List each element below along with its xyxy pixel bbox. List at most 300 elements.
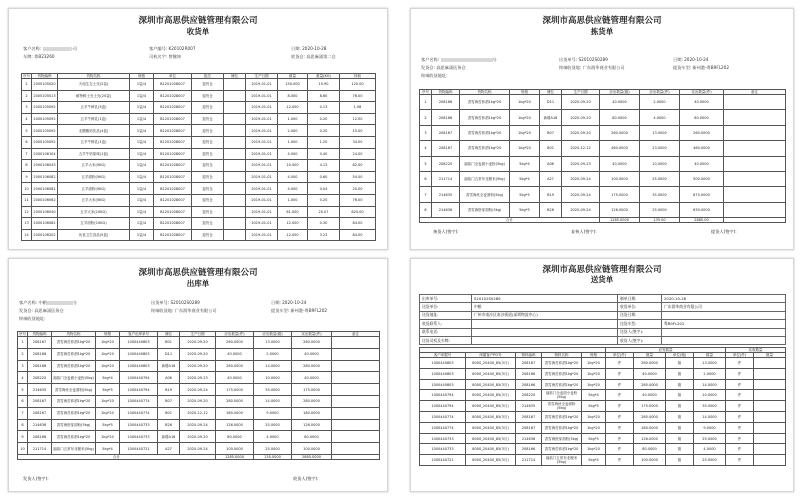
- table-cell: 件: [606, 433, 634, 444]
- table-cell: [224, 125, 246, 137]
- table-cell: 8.000: [278, 90, 308, 102]
- picking-dest: 终端收货地: 广东润华商业有限公司: [559, 65, 625, 70]
- table-cell: 2020-09-24: [562, 187, 600, 202]
- table-cell: 15.90: [308, 79, 340, 91]
- table-cell: 无糖酸奶饮品(4盒): [58, 125, 130, 137]
- table-cell: 香雪海丝全麦面粉(5kg): [542, 401, 582, 412]
- delivery-group-header: 应发数量: [606, 348, 726, 353]
- table-cell: [224, 218, 246, 230]
- picking-date: 日期: 2020-10-24: [673, 57, 709, 62]
- table-cell: [224, 171, 246, 183]
- table-cell: 126.0000: [292, 419, 332, 431]
- table-cell: 1kg*20: [582, 444, 606, 455]
- column-header: 单位(件): [606, 353, 634, 358]
- table-cell: [224, 79, 246, 91]
- table-cell: 5kg*4: [510, 156, 540, 171]
- table-row: [18, 360, 380, 372]
- table-row: [22, 79, 376, 91]
- table-cell: 208167: [28, 396, 52, 408]
- info-cell: 出库单号:: [420, 295, 472, 303]
- table-row: [18, 419, 380, 431]
- outbound-order: 出货单号: S20102S0289: [151, 300, 200, 305]
- info-cell: 送货单位:: [420, 303, 472, 311]
- table-cell: 1.20: [308, 136, 340, 148]
- total-cell: 135.0000: [254, 454, 292, 459]
- table-cell: 香雪海苦荞酒1kg*20: [460, 125, 510, 140]
- table-cell: 3: [22, 102, 32, 114]
- table-cell: 件: [606, 390, 634, 401]
- table-cell: 40.0000: [600, 156, 640, 171]
- table-cell: 2: [420, 110, 432, 125]
- table-cell: 1000440794: [420, 401, 466, 412]
- table-cell: 214635: [516, 401, 542, 412]
- info-cell: [662, 311, 786, 319]
- table-cell: [224, 148, 246, 160]
- table-cell: B01: [158, 337, 180, 349]
- table-cell: 208167: [432, 125, 460, 140]
- table-cell: 2020-09-20: [180, 360, 216, 372]
- table-cell: 件: [726, 433, 754, 444]
- table-cell: 80.0000: [634, 444, 666, 455]
- outbound-title: 出库单: [186, 279, 210, 288]
- column-header: 货物编码: [32, 74, 58, 79]
- table-cell: 2019-01-01: [246, 218, 278, 230]
- column-header: 数量: [634, 353, 666, 358]
- table-cell: 1000440774: [420, 422, 466, 433]
- table-cell: 208167: [28, 407, 52, 419]
- table-cell: 件: [606, 401, 634, 412]
- table-cell: 1000440774: [420, 412, 466, 423]
- table-cell: 2019-01-01: [246, 160, 278, 172]
- outbound-sig-shipper: 发货人(签字):: [23, 476, 49, 481]
- table-cell: 4.13: [308, 160, 340, 172]
- table-cell: 10.0000: [254, 372, 292, 384]
- table-cell: 件: [726, 422, 754, 433]
- table-cell: 香雪海苦荞酒1kg*20: [52, 396, 96, 408]
- table-cell: 208166: [28, 431, 52, 443]
- table-cell: 12.000: [278, 229, 308, 241]
- table-cell: 9.0000: [694, 422, 726, 433]
- table-row: [22, 171, 376, 183]
- table-cell: B1201028007: [154, 194, 192, 206]
- info-cell: 联系电话:: [420, 328, 472, 336]
- table-cell: 五羊面粉(10KG): [58, 218, 130, 230]
- table-cell: B1201028007: [154, 113, 192, 125]
- table-cell: 7: [420, 187, 432, 202]
- table-cell: B01: [540, 141, 562, 156]
- table-cell: 8000_20400_85(3月): [466, 368, 516, 379]
- table-cell: 5kg*5: [510, 202, 540, 217]
- table-cell: 香雪海胚芽面粉(5kg): [542, 433, 582, 444]
- table-cell: 10.000: [278, 160, 308, 172]
- table-cell: 280.0000: [216, 396, 254, 408]
- picking-pickup: 提货车型: 新州港-粤B9FL202: [673, 65, 730, 70]
- table-cell: 180.0000: [292, 407, 332, 419]
- table-cell: 8000_20400_85(3月): [466, 433, 516, 444]
- receipt-document: [8, 8, 388, 250]
- table-cell: [332, 431, 380, 443]
- table-cell: 208167: [432, 141, 460, 156]
- table-cell: 5: [420, 156, 432, 171]
- column-header: 货物名称: [58, 74, 130, 79]
- table-cell: 0.04: [308, 183, 340, 195]
- table-cell: 5kg*5: [582, 401, 606, 412]
- table-cell: 新增A16: [158, 360, 180, 372]
- table-cell: 5: [18, 384, 28, 396]
- table-cell: 香雪海苦荞酒1kg*20: [542, 368, 582, 379]
- table-cell: 天南生态土壳(2袋): [58, 79, 130, 91]
- table-cell: [332, 396, 380, 408]
- table-cell: 1袋/4: [130, 102, 154, 114]
- table-cell: 箱: [666, 401, 694, 412]
- table-cell: 2000105092: [32, 102, 58, 114]
- table-cell: 2019-01-01: [246, 206, 278, 218]
- table-cell: 0.20: [308, 113, 340, 125]
- table-row: [420, 433, 786, 444]
- redacted-block: [441, 58, 467, 62]
- info-row: [420, 320, 786, 328]
- table-cell: [754, 412, 786, 423]
- table-cell: 40.0000: [634, 390, 666, 401]
- table-cell: 2000106043: [32, 160, 58, 172]
- table-cell: 5kg*4: [510, 171, 540, 186]
- table-cell: 2019-01-01: [246, 113, 278, 125]
- table-cell: [332, 360, 380, 372]
- table-cell: 件: [726, 358, 754, 369]
- table-cell: 4: [420, 141, 432, 156]
- table-cell: 2020-09-20: [180, 348, 216, 360]
- receipt-warehouse: 收货仓: 高思麻涌第二仓: [291, 54, 336, 59]
- column-header: 数量: [754, 353, 786, 358]
- table-cell: 1.000: [278, 136, 308, 148]
- table-cell: 10.0000: [694, 390, 726, 401]
- table-cell: 180.0000: [216, 407, 254, 419]
- table-cell: 退货仓: [192, 171, 224, 183]
- table-cell: B1201028007: [154, 160, 192, 172]
- table-cell: 180.0000: [634, 422, 666, 433]
- table-cell: 8.60: [308, 90, 340, 102]
- table-cell: 260.0000: [600, 125, 640, 140]
- table-cell: 2019-01-01: [246, 90, 278, 102]
- table-cell: 五羊面粉(5KG): [58, 171, 130, 183]
- table-cell: 1kg*20: [582, 379, 606, 390]
- table-row: [22, 113, 376, 125]
- table-cell: 耐特鲜土壳土壳(20袋): [58, 90, 130, 102]
- table-cell: 2: [18, 348, 28, 360]
- table-cell: 1kg*20: [582, 358, 606, 369]
- table-cell: 箱: [666, 444, 694, 455]
- table-cell: 1袋/4: [130, 125, 154, 137]
- table-cell: [224, 160, 246, 172]
- table-cell: B19: [158, 384, 180, 396]
- table-cell: 1000440803: [120, 360, 158, 372]
- table-cell: 5kg*5: [582, 433, 606, 444]
- column-header: 单位(件): [726, 353, 754, 358]
- column-header: 实出数量(件): [680, 90, 724, 95]
- table-cell: 80.0000: [600, 110, 640, 125]
- table-cell: 新增A16: [158, 431, 180, 443]
- table-cell: [724, 95, 786, 110]
- table-cell: 1袋/4: [130, 79, 154, 91]
- table-cell: 退货仓: [192, 194, 224, 206]
- table-cell: [224, 90, 246, 102]
- table-cell: 630.0000: [680, 202, 724, 217]
- table-cell: 2020-12-12: [562, 141, 600, 156]
- table-cell: [332, 454, 380, 459]
- table-cell: 5kg*4: [582, 390, 606, 401]
- table-cell: 0.40: [308, 148, 340, 160]
- table-cell: 退货仓: [192, 136, 224, 148]
- info-cell: [472, 320, 618, 328]
- info-cell: 广州市南沙区南沙街道(深圳物流中心): [472, 311, 618, 319]
- table-cell: 1kg*20: [582, 412, 606, 423]
- table-cell: 54.00: [340, 171, 376, 183]
- table-cell: 10.0000: [640, 156, 680, 171]
- table-cell: 2000105092: [32, 136, 58, 148]
- table-cell: 件: [726, 390, 754, 401]
- column-header: 重量(KG): [308, 74, 340, 79]
- table-cell: 2020-09-20: [562, 95, 600, 110]
- table-cell: 23.0000: [640, 141, 680, 156]
- column-header: 物料编码: [516, 353, 542, 358]
- info-cell: 送货车型:: [618, 320, 662, 328]
- table-cell: 福临门全麦面小麦粉(5kg): [542, 390, 582, 401]
- table-cell: 福临门五常东北粳米(5kg): [52, 443, 96, 455]
- table-cell: 1000440803: [420, 368, 466, 379]
- table-cell: 2020-09-24: [562, 171, 600, 186]
- table-row: [420, 95, 786, 110]
- delivery-group-header: 实收数量: [726, 348, 786, 353]
- table-cell: 件: [606, 368, 634, 379]
- table-cell: D11: [158, 348, 180, 360]
- table-cell: [332, 337, 380, 349]
- table-row: [22, 90, 376, 102]
- column-header: 单位: [154, 74, 192, 79]
- table-cell: 280.0000: [292, 360, 332, 372]
- table-row: [18, 348, 380, 360]
- table-cell: 箱: [666, 358, 694, 369]
- total-row: [18, 454, 380, 459]
- table-cell: [224, 194, 246, 206]
- table-cell: 1袋/4: [130, 171, 154, 183]
- table-cell: 84.00: [340, 229, 376, 241]
- table-cell: [754, 358, 786, 369]
- table-cell: 五羊大米(5KG): [58, 160, 130, 172]
- table-cell: 12.000: [278, 102, 308, 114]
- table-cell: 五羊牛鲜乳(1盒): [58, 113, 130, 125]
- table-cell: 208220: [28, 372, 52, 384]
- table-cell: 2019-01-01: [246, 183, 278, 195]
- table-cell: [754, 444, 786, 455]
- info-cell: [472, 328, 618, 336]
- table-cell: 0.20: [308, 125, 340, 137]
- table-cell: 11: [22, 194, 32, 206]
- table-cell: 214636: [28, 419, 52, 431]
- table-cell: 126.0000: [634, 433, 666, 444]
- table-cell: 1000440803: [120, 337, 158, 349]
- table-row: [22, 229, 376, 241]
- table-cell: 40.0000: [680, 156, 724, 171]
- total-cell: 1285.0000: [216, 454, 254, 459]
- receipt-driver: 司机名字: 曾继坤: [149, 54, 182, 59]
- table-row: [18, 337, 380, 349]
- table-cell: 福临门全麦面小麦粉(5kg): [460, 156, 510, 171]
- table-cell: 9: [18, 431, 28, 443]
- table-cell: A27: [158, 443, 180, 455]
- table-cell: 件: [606, 455, 634, 466]
- delivery-document: [410, 258, 794, 492]
- table-row: [18, 396, 380, 408]
- table-cell: 五羊牛奶原味(1盒): [58, 148, 130, 160]
- table-cell: 4.0000: [694, 444, 726, 455]
- table-cell: A06: [158, 372, 180, 384]
- table-cell: B07: [540, 125, 562, 140]
- table-cell: B1201028007: [154, 125, 192, 137]
- table-row: [22, 125, 376, 137]
- table-cell: 208166: [432, 110, 460, 125]
- table-cell: 2000106082: [32, 171, 58, 183]
- table-cell: 24.00: [340, 148, 376, 160]
- table-cell: 退货仓: [192, 229, 224, 241]
- table-cell: 14.0000: [694, 379, 726, 390]
- table-cell: 件: [726, 444, 754, 455]
- table-cell: [724, 156, 786, 171]
- table-row: [420, 368, 786, 379]
- delivery-info-table: [419, 294, 786, 345]
- table-cell: 208167: [516, 422, 542, 433]
- table-cell: 福临门五常东北粳米(5kg): [460, 171, 510, 186]
- table-cell: 208166: [516, 379, 542, 390]
- table-cell: 0.30: [308, 218, 340, 230]
- table-row: [420, 455, 786, 466]
- column-header: 货物名称: [52, 332, 96, 337]
- table-cell: 100.0000: [216, 443, 254, 455]
- table-cell: 126.0000: [216, 419, 254, 431]
- table-cell: 100.0000: [634, 455, 666, 466]
- table-cell: 2019-01-01: [246, 136, 278, 148]
- table-cell: 14.0000: [694, 412, 726, 423]
- table-cell: 25.0000: [640, 202, 680, 217]
- table-cell: [724, 218, 786, 223]
- table-cell: 4.0000: [640, 110, 680, 125]
- table-cell: 2.0000: [640, 95, 680, 110]
- receipt-plate: 车牌: 粤B23260: [23, 54, 55, 59]
- table-cell: 香雪海苦荞酒1kg*20: [52, 407, 96, 419]
- table-cell: 2019-01-01: [246, 125, 278, 137]
- outbound-company: 深圳市高思供应链管理有限公司: [138, 268, 258, 278]
- table-cell: B01: [158, 407, 180, 419]
- table-cell: 9.0000: [254, 407, 292, 419]
- table-cell: 6: [22, 136, 32, 148]
- table-cell: 1kg*20: [510, 95, 540, 110]
- table-cell: 211714: [432, 171, 460, 186]
- table-cell: [754, 368, 786, 379]
- table-cell: 25.0000: [254, 443, 292, 455]
- table-cell: 1000440803: [120, 348, 158, 360]
- table-cell: 35.0000: [254, 384, 292, 396]
- table-cell: 6: [18, 396, 28, 408]
- table-cell: 1kg*20: [510, 125, 540, 140]
- column-header: 单位(箱): [666, 353, 694, 358]
- column-header: 规格: [96, 332, 120, 337]
- column-header: 规格: [510, 90, 540, 95]
- table-cell: 1袋/4: [130, 218, 154, 230]
- table-cell: 12.00: [340, 113, 376, 125]
- table-cell: 126.0000: [600, 202, 640, 217]
- column-header: 批次: [192, 74, 224, 79]
- table-cell: 208166: [28, 348, 52, 360]
- table-cell: 退货仓: [192, 90, 224, 102]
- table-cell: 10: [22, 183, 32, 195]
- column-header: 储位: [224, 74, 246, 79]
- table-cell: 208167: [516, 358, 542, 369]
- table-cell: 箱: [666, 379, 694, 390]
- table-cell: 1000440721: [420, 455, 466, 466]
- receipt-date: 日期: 2020-10-28: [291, 46, 327, 51]
- table-cell: [724, 141, 786, 156]
- table-cell: 8000_20400_85(3月): [466, 358, 516, 369]
- table-cell: 件: [606, 379, 634, 390]
- table-cell: B1201028007: [154, 229, 192, 241]
- column-header: 序号: [420, 90, 432, 95]
- table-cell: [224, 183, 246, 195]
- table-cell: 香雪海苦荞酒1kg*20: [460, 95, 510, 110]
- table-cell: 5kg*5: [96, 419, 120, 431]
- table-cell: [754, 422, 786, 433]
- table-cell: 1kg*20: [510, 141, 540, 156]
- table-cell: 件: [606, 358, 634, 369]
- column-header: 应出数量(件): [640, 90, 680, 95]
- table-cell: 香雪海苦荞酒1kg*20: [52, 431, 96, 443]
- info-cell: 粤B9FL202: [662, 320, 786, 328]
- table-cell: 5kg*4: [96, 443, 120, 455]
- table-cell: 香雪海胚芽面粉(5kg): [52, 419, 96, 431]
- table-cell: 退货仓: [192, 148, 224, 160]
- table-row: [420, 401, 786, 412]
- column-header: 规格: [130, 74, 154, 79]
- table-cell: 1袋/4: [130, 113, 154, 125]
- receipt-code: 客户编号: K20102R007: [149, 46, 196, 51]
- table-cell: 14.0000: [254, 360, 292, 372]
- table-cell: 280.0000: [292, 396, 332, 408]
- table-cell: 76.00: [340, 194, 376, 206]
- column-header: 储位: [540, 90, 562, 95]
- table-row: [22, 160, 376, 172]
- receipt-title: 收货单: [186, 27, 210, 36]
- table-cell: 40.0000: [600, 95, 640, 110]
- table-cell: 2000106202: [32, 229, 58, 241]
- table-row: [420, 156, 786, 171]
- total-label: 合计: [420, 218, 600, 223]
- table-cell: 5kg*5: [510, 187, 540, 202]
- table-cell: 175.0000: [634, 401, 666, 412]
- table-cell: B1201028007: [154, 148, 192, 160]
- table-cell: 1: [420, 95, 432, 110]
- table-cell: 香雪海苦荞酒1kg*20: [542, 422, 582, 433]
- table-cell: 5: [22, 125, 32, 137]
- table-cell: 2020-09-20: [562, 125, 600, 140]
- table-cell: 34.00: [340, 136, 376, 148]
- table-cell: 2020-09-24: [180, 419, 216, 431]
- table-cell: 25.0000: [694, 433, 726, 444]
- table-cell: 8: [420, 202, 432, 217]
- table-cell: 4.000: [278, 171, 308, 183]
- column-header: 应出数量(件): [216, 332, 254, 337]
- table-row: [22, 183, 376, 195]
- info-row: [420, 328, 786, 336]
- table-cell: 香雪海苦荞酒1kg*20: [52, 337, 96, 349]
- table-cell: 82.00: [340, 160, 376, 172]
